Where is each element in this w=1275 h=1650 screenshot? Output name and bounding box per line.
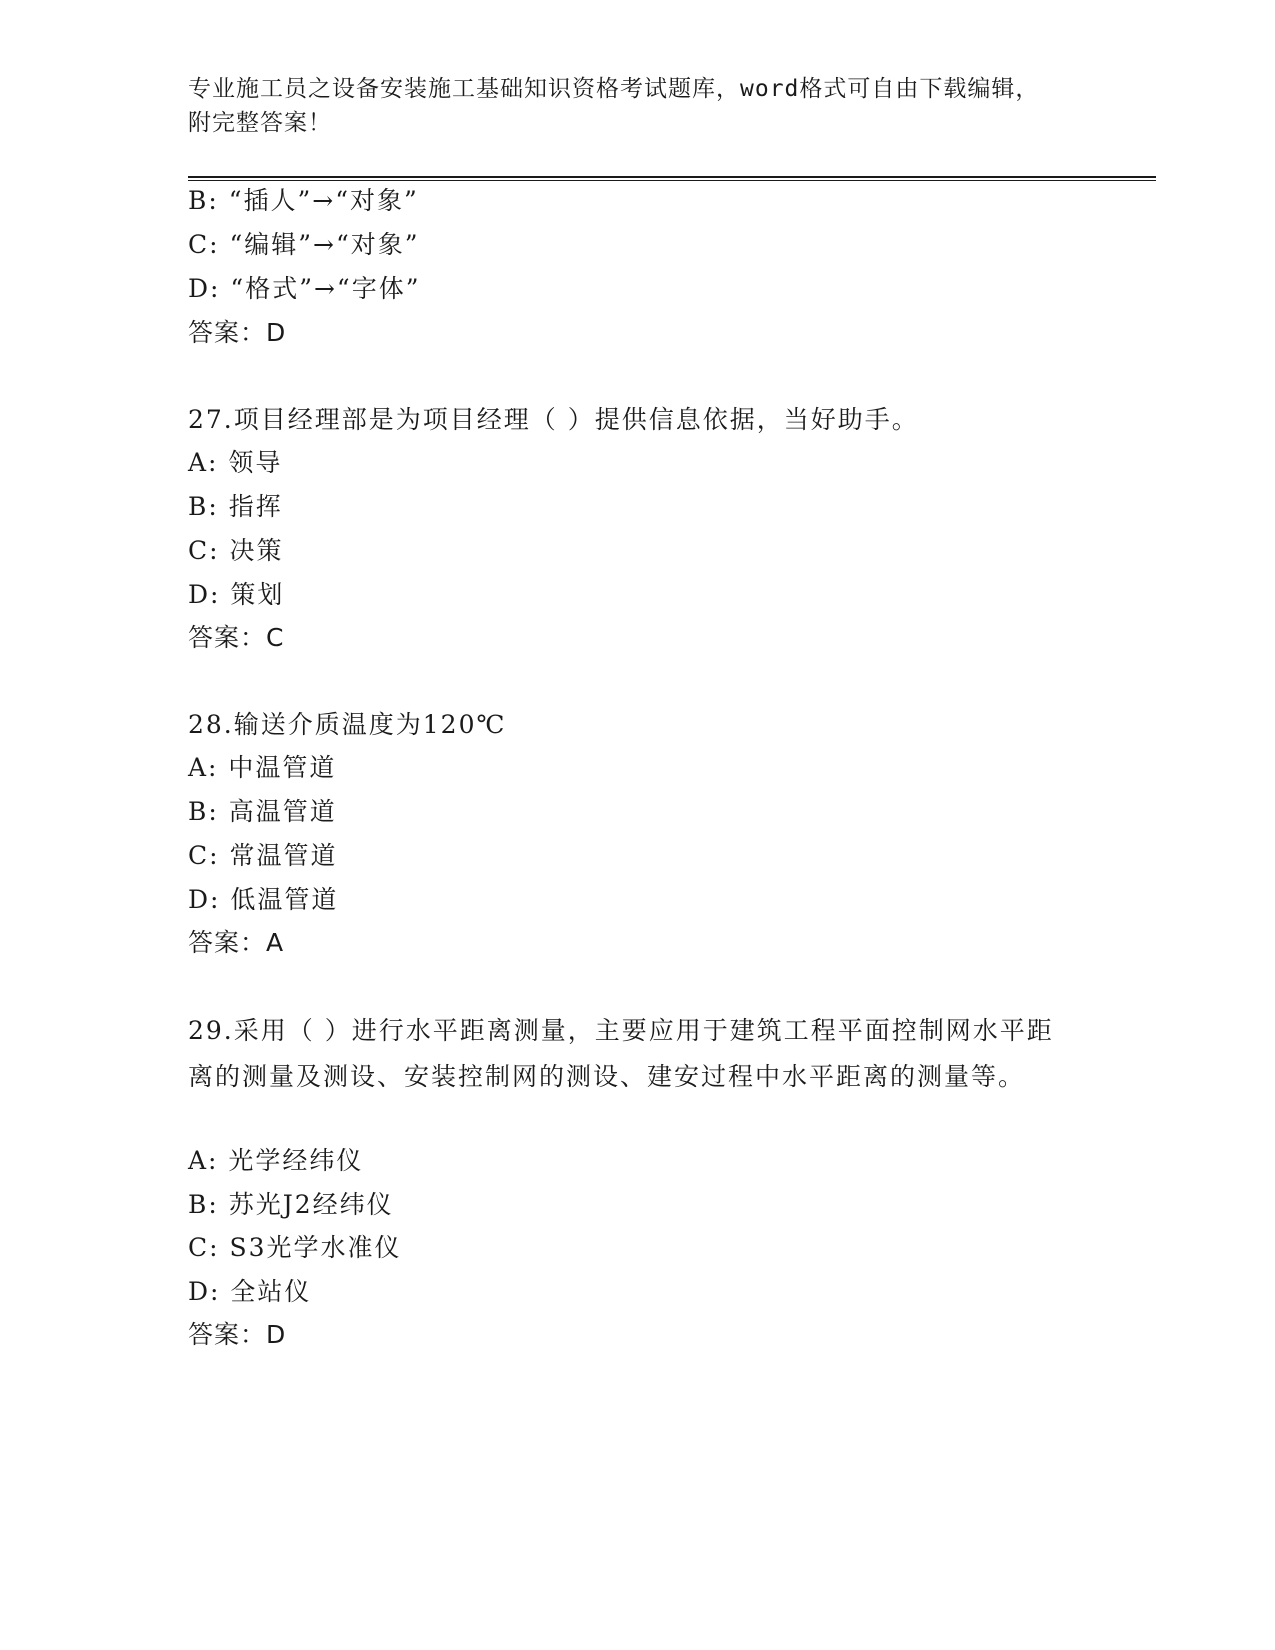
q29-option-b: B: 苏光J2经纬仪 (188, 1190, 394, 1219)
q28-answer: 答案：A (188, 928, 285, 957)
q29-question: 29.采用（ ）进行水平距离测量，主要应用于建筑工程平面控制网水平距离的测量及测设、安装控制网的测设、建安过程中水平距离的测量等。 (188, 1016, 1054, 1091)
header-line-1: 专业施工员之设备安装施工基础知识资格考试题库，word格式可自由下载编辑， (188, 76, 1040, 102)
q29-option-c: C: S3光学水准仪 (188, 1233, 402, 1262)
q28-option-a: A: 中温管道 (188, 753, 337, 782)
q26-answer: 答案：D (188, 318, 287, 347)
q26-option-c: C: “编辑”→“对象” (188, 230, 420, 259)
q28-option-c: C: 常温管道 (188, 841, 338, 870)
q27-option-a: A: 领导 (188, 448, 283, 477)
q27-answer: 答案：C (188, 623, 285, 652)
page-header (188, 72, 1088, 140)
q26-option-b: B: “插人”→“对象” (188, 186, 419, 215)
q27-question: 27.项目经理部是为项目经理（ ）提供信息依据，当好助手。 (188, 405, 919, 434)
q27-option-c: C: 决策 (188, 536, 284, 565)
header-divider (188, 176, 1156, 181)
q28-option-d: D: 低温管道 (188, 885, 339, 914)
q29-option-d: D: 全站仪 (188, 1277, 312, 1306)
q26-option-d: D: “格式”→“字体” (188, 274, 421, 303)
q29-answer: 答案：D (188, 1320, 287, 1349)
q27-option-b: B: 指挥 (188, 492, 283, 521)
q28-question: 28.输送介质温度为120℃ (188, 710, 507, 739)
q28-option-b: B: 高温管道 (188, 797, 337, 826)
q27-option-d: D: 策划 (188, 580, 285, 609)
header-line-2: 附完整答案！ (188, 110, 332, 136)
q29-option-a: A: 光学经纬仪 (188, 1146, 364, 1175)
